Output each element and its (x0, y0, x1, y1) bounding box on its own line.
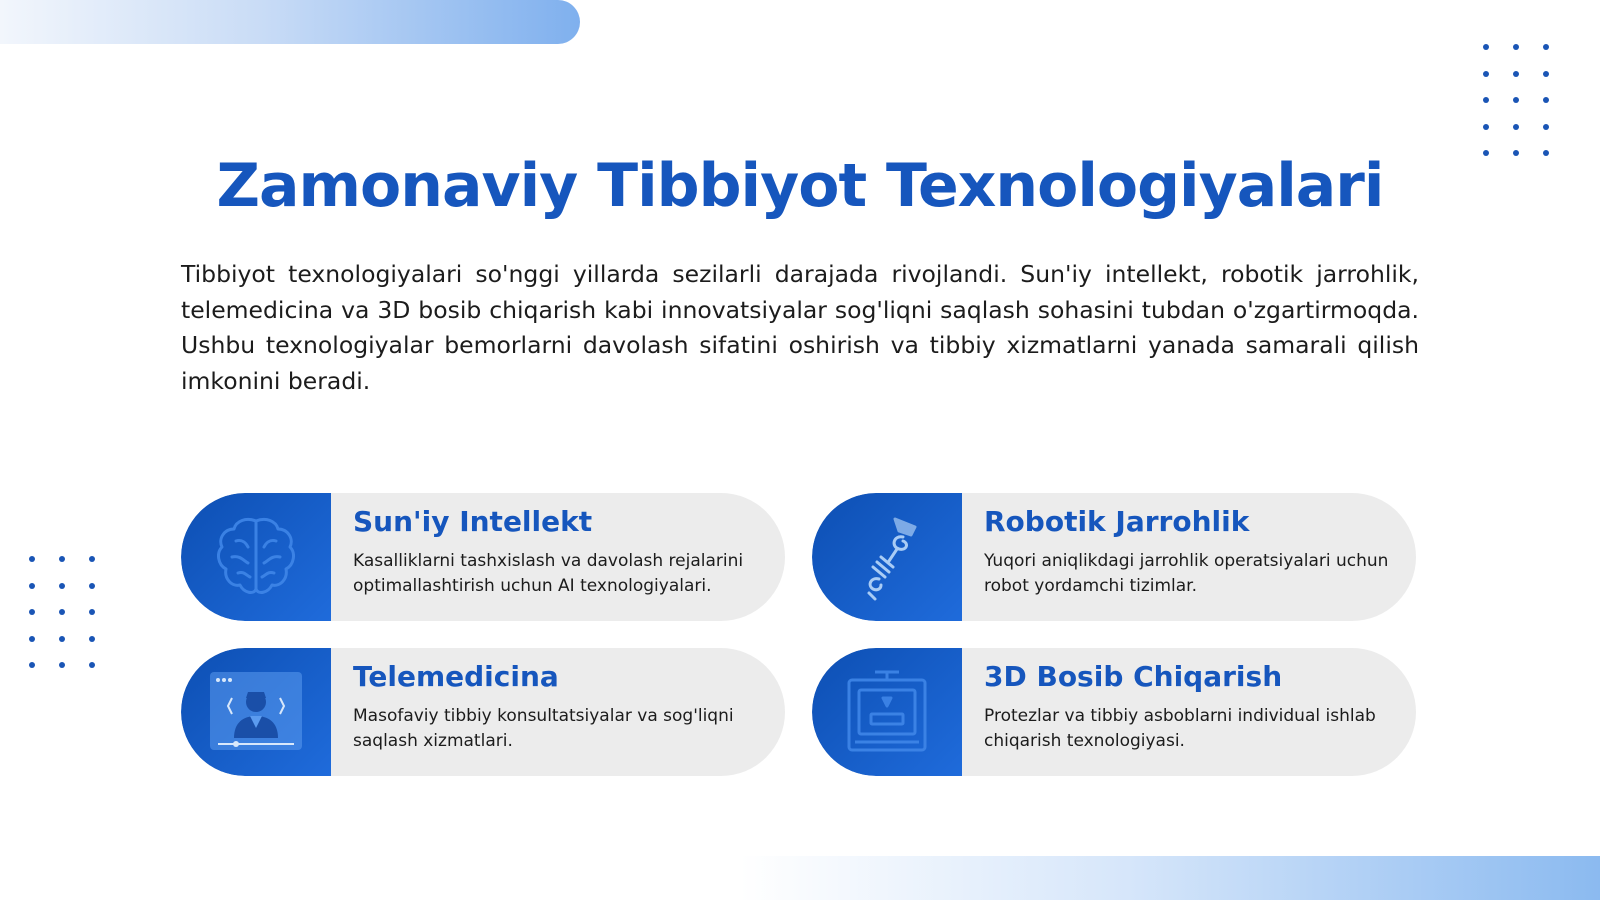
dot-grid-middle-left (29, 556, 95, 668)
card-title: 3D Bosib Chiqarish (984, 660, 1283, 693)
3d-printer-icon (837, 662, 937, 762)
card-icon-panel (812, 648, 962, 776)
dot-grid-top-right (1483, 44, 1549, 156)
card-suniy-intellekt (181, 493, 785, 621)
card-description: Kasalliklarni tashxislash va davolash rejalarini optimallashtirish uchun AI texnologiyalari. (353, 551, 744, 596)
card-title: Sun'iy Intellekt (353, 505, 593, 538)
card-title: Robotik Jarrohlik (984, 505, 1250, 538)
robotic-arm-icon (837, 507, 937, 607)
brain-icon (206, 507, 306, 607)
card-icon-panel (181, 648, 331, 776)
card-icon-panel (181, 493, 331, 621)
card-3d-bosib-chiqarish (812, 648, 1416, 776)
bottom-decorative-bar (740, 856, 1600, 900)
card-title: Telemedicina (353, 660, 559, 693)
card-icon-panel (812, 493, 962, 621)
card-telemedicina (181, 648, 785, 776)
video-doctor-icon (206, 662, 306, 762)
card-description: Protezlar va tibbiy asboblarni individual ishlab chiqarish texnologiyasi. (984, 706, 1376, 751)
intro-paragraph: Tibbiyot texnologiyalari so'nggi yillarda sezilarli darajada rivojlandi. Sun'iy intellekt, robotik jarrohlik, telemedicina va 3D bosib chiqarish kabi innovatsiyalar sog'liqni saqlash sohasini tubdan o'zgartirmoqda. Ushbu texnologiyalar bemorlarni davolash sifatini oshirish va tibbiy xizmatlarni yanada samarali qilish imkonini beradi. (181, 260, 1419, 395)
card-robotik-jarrohlik (812, 493, 1416, 621)
top-decorative-bar (0, 0, 580, 44)
card-description: Masofaviy tibbiy konsultatsiyalar va sog'liqni saqlash xizmatlari. (353, 706, 734, 751)
slide-title: Zamonaviy Tibbiyot Texnologiyalari (216, 151, 1384, 221)
card-description: Yuqori aniqlikdagi jarrohlik operatsiyalari uchun robot yordamchi tizimlar. (984, 551, 1389, 596)
